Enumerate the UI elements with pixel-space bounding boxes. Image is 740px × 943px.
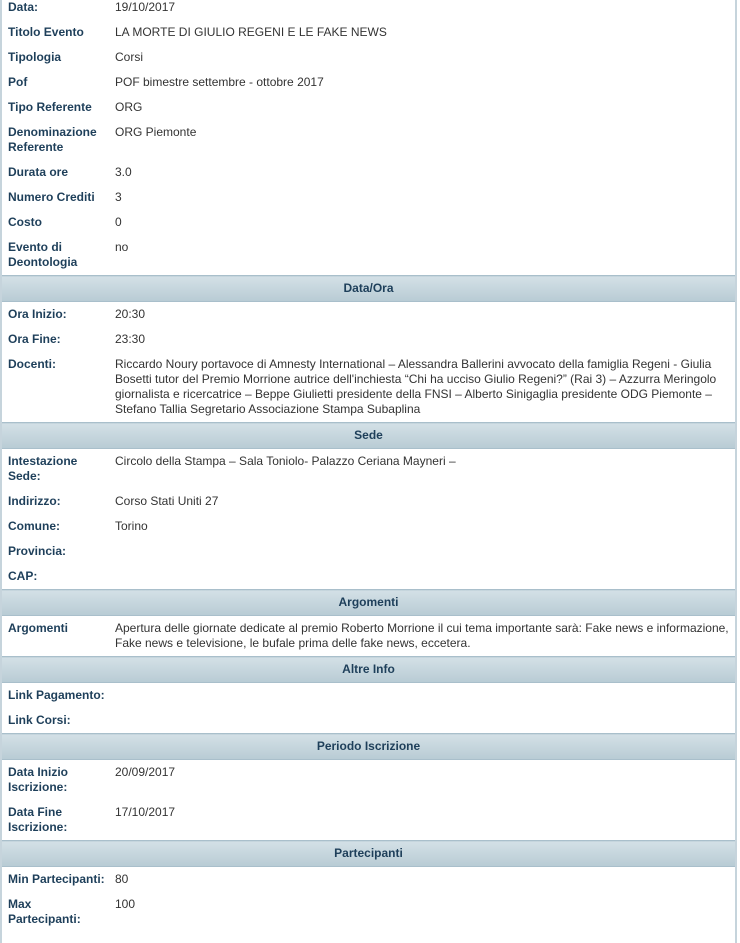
field-row-data-fine-iscrizione (2, 800, 735, 841)
field-value: 20/09/2017 (115, 765, 176, 779)
section-title: Sede (2, 423, 735, 449)
field-row-ora-inizio (2, 302, 735, 328)
field-label: Ora Inizio: (8, 307, 67, 321)
field-value: Corso Stati Uniti 27 (115, 494, 219, 508)
section-header-sede (2, 423, 735, 449)
field-value: 19/10/2017 (115, 0, 176, 14)
event-detail-table (2, 0, 735, 932)
field-value: Torino (115, 519, 148, 533)
field-row-data-inizio-iscrizione (2, 760, 735, 801)
field-value: 20:30 (115, 307, 146, 321)
field-label: Data Inizio Iscrizione: (8, 765, 69, 794)
section-header-partecipanti (2, 841, 735, 867)
field-row-ora-fine (2, 327, 735, 352)
field-value: no (115, 240, 129, 254)
field-value: POF bimestre settembre - ottobre 2017 (115, 75, 324, 89)
field-value: 3.0 (115, 165, 132, 179)
field-label: Pof (8, 75, 28, 89)
field-label: Comune: (8, 519, 60, 533)
section-header-altre-info (2, 657, 735, 683)
field-value: Apertura delle giornate dedicate al premio Roberto Morrione il cui tema importante sarà: Fake news e informazione, Fake news e televisione, le bufale prima delle fake news, eccetera. (115, 621, 729, 650)
field-row-titolo (2, 20, 735, 45)
field-row-link-corsi (2, 708, 735, 734)
field-value[interactable] (106, 708, 735, 734)
field-value: ORG (115, 100, 143, 114)
section-title: Argomenti (2, 590, 735, 616)
field-row-crediti (2, 185, 735, 210)
field-label: Costo (8, 215, 42, 229)
field-row-deontologia (2, 235, 735, 276)
field-label: Intestazione Sede: (8, 454, 78, 483)
field-value: LA MORTE DI GIULIO REGENI E LE FAKE NEWS (115, 25, 387, 39)
field-row-argomenti (2, 616, 735, 657)
field-label: Link Pagamento: (8, 688, 105, 702)
field-value[interactable] (106, 683, 735, 709)
field-row-denominazione-referente (2, 120, 735, 160)
field-row-durata (2, 160, 735, 185)
field-label: Numero Crediti (8, 190, 95, 204)
field-label: Indirizzo: (8, 494, 61, 508)
field-value: 23:30 (115, 332, 146, 346)
field-value (106, 539, 735, 564)
field-value: Corsi (115, 50, 144, 64)
field-value: 3 (115, 190, 122, 204)
field-row-cap (2, 564, 735, 590)
field-label: Data Fine Iscrizione: (8, 805, 68, 834)
field-label: Argomenti (8, 621, 68, 635)
field-label: Durata ore (8, 165, 69, 179)
field-value: Riccardo Noury portavoce di Amnesty International – Alessandra Ballerini avvocato della famiglia Regeni - Giulia Bosetti tutor del Premio Morrione autrice dell'inchiesta “Chi ha ucciso Giulio Regeni?” (Rai 3) – Azzurra Meringolo giornalista e ricercatrice – Beppe Giulietti presidente della FNSI – Alberto Sinigaglia presidente ODG Piemonte – Stefano Tallia Segretario Associazione Stampa Subaplina (115, 357, 717, 416)
field-row-min-partecipanti (2, 867, 735, 893)
section-header-periodo-iscrizione (2, 734, 735, 760)
field-label: Max Partecipanti: (8, 897, 81, 926)
field-label: Ora Fine: (8, 332, 61, 346)
field-label: Titolo Evento (8, 25, 84, 39)
field-row-docenti (2, 352, 735, 423)
field-value: 100 (115, 897, 136, 911)
field-value: 0 (115, 215, 122, 229)
field-row-costo (2, 210, 735, 235)
field-row-max-partecipanti (2, 892, 735, 932)
section-title: Periodo Iscrizione (2, 734, 735, 760)
field-value: 80 (115, 872, 129, 886)
section-title: Altre Info (2, 657, 735, 683)
field-label: Docenti: (8, 357, 56, 371)
field-row-provincia (2, 539, 735, 564)
field-row-link-pagamento (2, 683, 735, 709)
field-row-pof (2, 70, 735, 95)
field-label: Link Corsi: (8, 713, 71, 727)
field-value: ORG Piemonte (115, 125, 197, 139)
section-header-dataora (2, 276, 735, 302)
field-label: Data: (8, 0, 39, 14)
section-header-argomenti (2, 590, 735, 616)
field-label: Min Partecipanti: (8, 872, 105, 886)
field-label: CAP: (8, 569, 38, 583)
field-label: Evento di Deontologia (8, 240, 78, 269)
field-value: Circolo della Stampa – Sala Toniolo- Palazzo Ceriana Mayneri – (115, 454, 456, 468)
field-row-indirizzo (2, 489, 735, 514)
field-row-tipologia (2, 45, 735, 70)
field-row-comune (2, 514, 735, 539)
section-title: Partecipanti (2, 841, 735, 867)
field-row-data (2, 0, 735, 20)
section-title: Data/Ora (2, 276, 735, 302)
field-label: Tipo Referente (8, 100, 92, 114)
field-row-tipo-referente (2, 95, 735, 120)
field-label: Provincia: (8, 544, 67, 558)
field-value: 17/10/2017 (115, 805, 176, 819)
field-label: Tipologia (8, 50, 62, 64)
field-row-intestazione-sede (2, 449, 735, 490)
field-value (106, 564, 735, 590)
field-label: Denominazione Referente (8, 125, 97, 154)
